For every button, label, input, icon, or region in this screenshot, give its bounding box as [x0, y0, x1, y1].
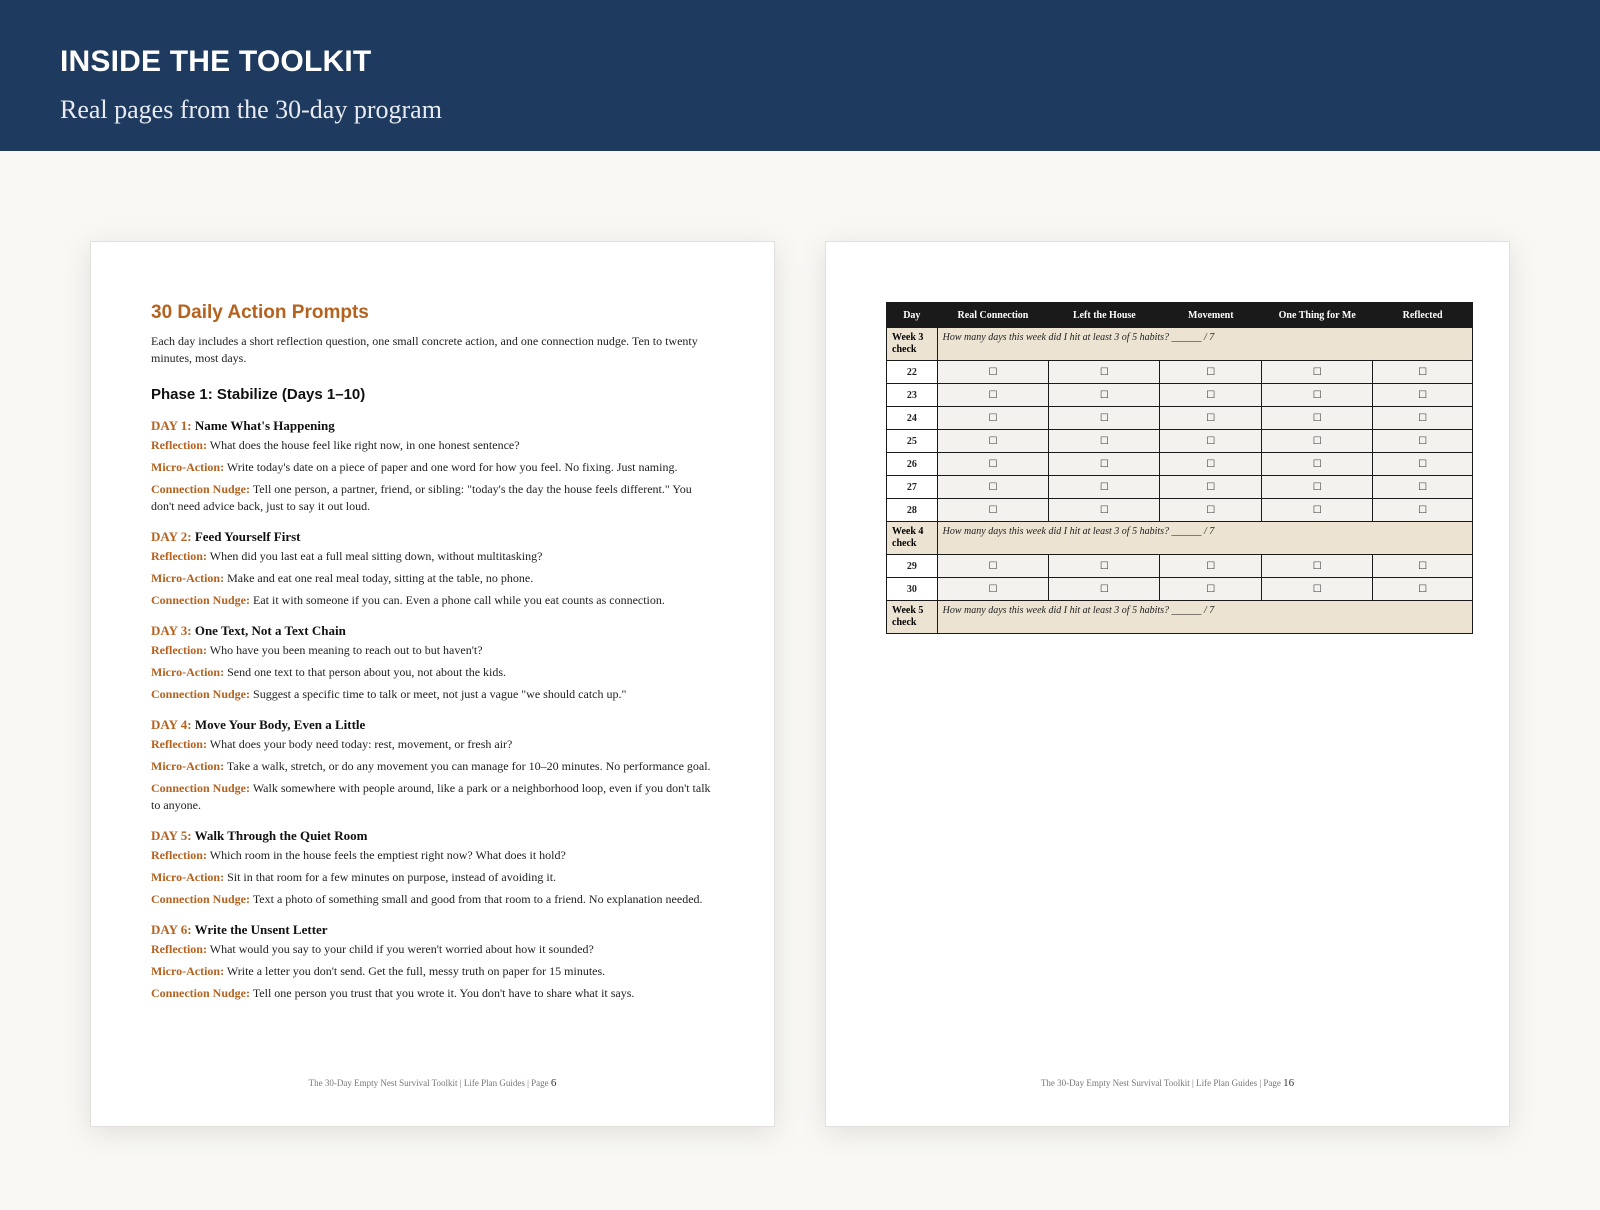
prompt-label: Reflection:: [151, 737, 207, 751]
checkbox-icon[interactable]: ☐: [1312, 481, 1322, 493]
week-check-question: How many days this week did I hit at least 3 of 5 habits? ______ / 7: [937, 522, 1472, 555]
checkbox-icon[interactable]: ☐: [988, 481, 998, 493]
habit-cell: [1049, 499, 1160, 522]
checkbox-icon[interactable]: ☐: [1418, 583, 1428, 595]
table-row: [887, 453, 1473, 476]
prompt-text: Suggest a specific time to talk or meet, not just a vague "we should catch up.": [253, 687, 627, 701]
week-check-question: How many days this week did I hit at least 3 of 5 habits? ______ / 7: [937, 601, 1472, 634]
habit-cell: [1049, 361, 1160, 384]
day-name: Walk Through the Quiet Room: [194, 828, 368, 843]
table-body: [887, 328, 1473, 634]
prompt-micro: [151, 869, 716, 886]
habit-cell: [1262, 407, 1373, 430]
footer-text: The 30-Day Empty Nest Survival Toolkit | Life Plan Guides | Page: [1040, 1078, 1281, 1088]
banner-title: INSIDE THE TOOLKIT: [60, 45, 372, 78]
prompt-label: Reflection:: [151, 549, 207, 563]
day-entry: [151, 717, 716, 814]
day-label: DAY 5:: [151, 828, 192, 843]
prompt-text: Tell one person you trust that you wrote it. You don't have to share what it says.: [252, 986, 635, 1000]
prompt-label: Micro-Action:: [151, 964, 225, 978]
checkbox-icon[interactable]: ☐: [1312, 458, 1322, 470]
prompt-label: Connection Nudge:: [151, 593, 251, 607]
habit-cell: [1373, 453, 1473, 476]
prompt-nudge: [151, 686, 716, 703]
habit-cell: [937, 578, 1049, 601]
checkbox-icon[interactable]: ☐: [1418, 560, 1428, 572]
checkbox-icon[interactable]: ☐: [988, 560, 998, 572]
habit-tracker-table: [886, 302, 1473, 634]
header-banner: [0, 0, 1600, 151]
day-title: [151, 717, 716, 733]
habit-cell: [1160, 361, 1262, 384]
checkbox-icon[interactable]: ☐: [1206, 583, 1216, 595]
table-row: [887, 476, 1473, 499]
prompt-reflection: [151, 847, 716, 864]
week-check-row: [887, 328, 1473, 361]
habit-cell: [1049, 555, 1160, 578]
day-number: 23: [887, 384, 938, 407]
prompt-label: Micro-Action:: [151, 759, 225, 773]
day-number: 27: [887, 476, 938, 499]
column-header: Real Connection: [937, 303, 1049, 328]
habit-cell: [1262, 361, 1373, 384]
page-content: [151, 302, 716, 1016]
day-number: 28: [887, 499, 938, 522]
table-row: [887, 407, 1473, 430]
habit-cell: [1373, 476, 1473, 499]
prompt-micro: [151, 963, 716, 980]
checkbox-icon[interactable]: ☐: [988, 458, 998, 470]
day-entry: [151, 529, 716, 609]
day-entry: [151, 828, 716, 908]
prompt-reflection: [151, 437, 716, 454]
footer-text: The 30-Day Empty Nest Survival Toolkit | Life Plan Guides | Page: [308, 1078, 549, 1088]
prompt-reflection: [151, 548, 716, 565]
prompt-micro: [151, 664, 716, 681]
day-label: DAY 4:: [151, 717, 192, 732]
prompt-label: Micro-Action:: [151, 571, 225, 585]
habit-cell: [1373, 407, 1473, 430]
banner-subtitle: Real pages from the 30-day program: [60, 95, 442, 124]
week-check-row: [887, 522, 1473, 555]
prompt-text: Sit in that room for a few minutes on purpose, instead of avoiding it.: [227, 870, 557, 884]
habit-cell: [1373, 578, 1473, 601]
prompt-text: Walk somewhere with people around, like a park or a neighborhood loop, even if you don't talk to anyone.: [151, 781, 711, 812]
prompt-nudge: [151, 481, 716, 515]
day-label: DAY 3:: [151, 623, 192, 638]
checkbox-icon[interactable]: ☐: [1312, 435, 1322, 447]
prompt-text: What does your body need today: rest, movement, or fresh air?: [209, 737, 513, 751]
habit-cell: [1049, 476, 1160, 499]
day-name: One Text, Not a Text Chain: [194, 623, 346, 638]
day-title: [151, 623, 716, 639]
checkbox-icon[interactable]: ☐: [988, 389, 998, 401]
checkbox-icon[interactable]: ☐: [1099, 560, 1109, 572]
prompt-label: Reflection:: [151, 438, 207, 452]
checkbox-icon[interactable]: ☐: [1099, 504, 1109, 516]
habit-cell: [937, 384, 1049, 407]
day-label: DAY 2:: [151, 529, 192, 544]
day-name: Feed Yourself First: [194, 529, 301, 544]
prompt-label: Connection Nudge:: [151, 892, 251, 906]
prompt-text: Eat it with someone if you can. Even a phone call while you eat counts as connection.: [253, 593, 665, 607]
habit-cell: [1160, 384, 1262, 407]
checkbox-icon[interactable]: ☐: [1312, 389, 1322, 401]
day-number: 24: [887, 407, 938, 430]
prompt-label: Connection Nudge:: [151, 482, 251, 496]
prompt-label: Reflection:: [151, 942, 207, 956]
day-label: DAY 1:: [151, 418, 192, 433]
week-check-label: Week 4 check: [887, 522, 938, 555]
habit-cell: [937, 430, 1049, 453]
habit-cell: [1262, 578, 1373, 601]
prompt-text: Send one text to that person about you, not about the kids.: [227, 665, 507, 679]
checkbox-icon[interactable]: ☐: [1418, 389, 1428, 401]
prompt-nudge: [151, 780, 716, 814]
page-preview-left: [90, 241, 775, 1127]
prompt-micro: [151, 758, 716, 775]
habit-cell: [937, 476, 1049, 499]
habit-cell: [1160, 407, 1262, 430]
prompt-text: Text a photo of something small and good from that room to a friend. No explanation needed.: [252, 892, 703, 906]
habit-cell: [1049, 407, 1160, 430]
checkbox-icon[interactable]: ☐: [1206, 504, 1216, 516]
checkbox-icon[interactable]: ☐: [1206, 389, 1216, 401]
prompt-label: Connection Nudge:: [151, 687, 251, 701]
checkbox-icon[interactable]: ☐: [1206, 481, 1216, 493]
prompt-micro: [151, 459, 716, 476]
habit-cell: [1160, 453, 1262, 476]
checkbox-icon[interactable]: ☐: [1418, 435, 1428, 447]
habit-cell: [1262, 453, 1373, 476]
prompt-label: Reflection:: [151, 848, 207, 862]
habit-cell: [1373, 430, 1473, 453]
prompt-text: Take a walk, stretch, or do any movement you can manage for 10–20 minutes. No performance goal.: [226, 759, 711, 773]
day-title: [151, 922, 716, 938]
habit-cell: [1373, 361, 1473, 384]
day-title: [151, 828, 716, 844]
prompt-text: What would you say to your child if you weren't worried about how it sounded?: [209, 942, 594, 956]
day-entry: [151, 922, 716, 1002]
checkbox-icon[interactable]: ☐: [1312, 583, 1322, 595]
habit-cell: [937, 555, 1049, 578]
prompt-reflection: [151, 642, 716, 659]
checkbox-icon[interactable]: ☐: [988, 583, 998, 595]
prompt-text: When did you last eat a full meal sitting down, without multitasking?: [209, 549, 543, 563]
table-row: [887, 361, 1473, 384]
prompt-text: Write today's date on a piece of paper and one word for how you feel. No fixing. Just naming.: [226, 460, 678, 474]
day-label: DAY 6:: [151, 922, 192, 937]
checkbox-icon[interactable]: ☐: [1206, 366, 1216, 378]
habit-cell: [937, 407, 1049, 430]
page-number: 16: [1283, 1077, 1295, 1089]
column-header: One Thing for Me: [1262, 303, 1373, 328]
intro-paragraph: Each day includes a short reflection question, one small concrete action, and one connection nudge. Ten to twenty minutes, most days.: [151, 334, 698, 365]
prompt-label: Connection Nudge:: [151, 986, 251, 1000]
page-footer: [826, 1077, 1509, 1089]
habit-cell: [937, 499, 1049, 522]
checkbox-icon[interactable]: ☐: [1418, 504, 1428, 516]
habit-cell: [1049, 453, 1160, 476]
prompt-text: Which room in the house feels the emptiest right now? What does it hold?: [209, 848, 566, 862]
page-preview-right: [825, 241, 1510, 1127]
prompt-label: Micro-Action:: [151, 870, 225, 884]
checkbox-icon[interactable]: ☐: [1099, 389, 1109, 401]
checkbox-icon[interactable]: ☐: [1206, 560, 1216, 572]
habit-cell: [1049, 384, 1160, 407]
habit-cell: [1160, 578, 1262, 601]
prompt-label: Connection Nudge:: [151, 781, 251, 795]
day-number: 22: [887, 361, 938, 384]
prompt-label: Micro-Action:: [151, 665, 225, 679]
habit-cell: [1262, 430, 1373, 453]
checkbox-icon[interactable]: ☐: [1099, 583, 1109, 595]
checkbox-icon[interactable]: ☐: [1418, 412, 1428, 424]
table-header-row: [887, 303, 1473, 328]
habit-cell: [1160, 430, 1262, 453]
checkbox-icon[interactable]: ☐: [1418, 366, 1428, 378]
week-check-label: Week 3 check: [887, 328, 938, 361]
checkbox-icon[interactable]: ☐: [1206, 458, 1216, 470]
week-check-question: How many days this week did I hit at least 3 of 5 habits? ______ / 7: [937, 328, 1472, 361]
day-number: 26: [887, 453, 938, 476]
checkbox-icon[interactable]: ☐: [988, 366, 998, 378]
prompt-nudge: [151, 985, 716, 1002]
week-check-row: [887, 601, 1473, 634]
checkbox-icon[interactable]: ☐: [1418, 481, 1428, 493]
prompt-text: What does the house feel like right now, in one honest sentence?: [209, 438, 520, 452]
section-heading: 30 Daily Action Prompts: [151, 302, 369, 323]
day-title: [151, 529, 716, 545]
checkbox-icon[interactable]: ☐: [1418, 458, 1428, 470]
checkbox-icon[interactable]: ☐: [1099, 366, 1109, 378]
habit-cell: [1160, 555, 1262, 578]
page-footer: [91, 1077, 774, 1089]
habit-cell: [1049, 578, 1160, 601]
habit-cell: [1262, 555, 1373, 578]
checkbox-icon[interactable]: ☐: [1099, 435, 1109, 447]
day-number: 30: [887, 578, 938, 601]
column-header: Day: [887, 303, 938, 328]
checkbox-icon[interactable]: ☐: [988, 412, 998, 424]
habit-cell: [1373, 384, 1473, 407]
day-name: Write the Unsent Letter: [194, 922, 328, 937]
table-row: [887, 578, 1473, 601]
prompt-reflection: [151, 941, 716, 958]
table-row: [887, 499, 1473, 522]
habit-cell: [1373, 555, 1473, 578]
prompt-reflection: [151, 736, 716, 753]
checkbox-icon[interactable]: ☐: [1099, 481, 1109, 493]
page-number: 6: [550, 1077, 557, 1089]
day-title: [151, 418, 716, 434]
table-row: [887, 430, 1473, 453]
checkbox-icon[interactable]: ☐: [1312, 412, 1322, 424]
table-row: [887, 384, 1473, 407]
day-number: 25: [887, 430, 938, 453]
prompt-text: Tell one person, a partner, friend, or sibling: "today's the day the house feels different." You don't need advice back, just to say it out loud.: [151, 482, 692, 513]
habit-cell: [937, 361, 1049, 384]
column-header: Left the House: [1049, 303, 1160, 328]
prompt-text: Make and eat one real meal today, sitting at the table, no phone.: [227, 571, 534, 585]
checkbox-icon[interactable]: ☐: [988, 504, 998, 516]
habit-cell: [1049, 430, 1160, 453]
day-number: 29: [887, 555, 938, 578]
habit-cell: [1373, 499, 1473, 522]
habit-cell: [1262, 384, 1373, 407]
habit-cell: [937, 453, 1049, 476]
checkbox-icon[interactable]: ☐: [1099, 412, 1109, 424]
checkbox-icon[interactable]: ☐: [988, 435, 998, 447]
checkbox-icon[interactable]: ☐: [1312, 560, 1322, 572]
week-check-label: Week 5 check: [887, 601, 938, 634]
day-entry: [151, 623, 716, 703]
habit-cell: [1160, 476, 1262, 499]
day-name: Name What's Happening: [194, 418, 335, 433]
column-header: Movement: [1160, 303, 1262, 328]
checkbox-icon[interactable]: ☐: [1206, 412, 1216, 424]
prompt-nudge: [151, 891, 716, 908]
habit-cell: [1262, 476, 1373, 499]
prompt-label: Micro-Action:: [151, 460, 225, 474]
prompt-text: Write a letter you don't send. Get the full, messy truth on paper for 15 minutes.: [226, 964, 606, 978]
prompt-nudge: [151, 592, 716, 609]
checkbox-icon[interactable]: ☐: [1099, 458, 1109, 470]
table-row: [887, 555, 1473, 578]
habit-cell: [1262, 499, 1373, 522]
prompt-micro: [151, 570, 716, 587]
checkbox-icon[interactable]: ☐: [1312, 366, 1322, 378]
phase-heading: Phase 1: Stabilize (Days 1–10): [151, 386, 366, 403]
column-header: Reflected: [1373, 303, 1473, 328]
prompt-text: Who have you been meaning to reach out to but haven't?: [209, 643, 483, 657]
habit-cell: [1160, 499, 1262, 522]
day-entry: [151, 418, 716, 515]
prompt-label: Reflection:: [151, 643, 207, 657]
day-list: [151, 418, 716, 1002]
day-name: Move Your Body, Even a Little: [194, 717, 366, 732]
checkbox-icon[interactable]: ☐: [1312, 504, 1322, 516]
checkbox-icon[interactable]: ☐: [1206, 435, 1216, 447]
